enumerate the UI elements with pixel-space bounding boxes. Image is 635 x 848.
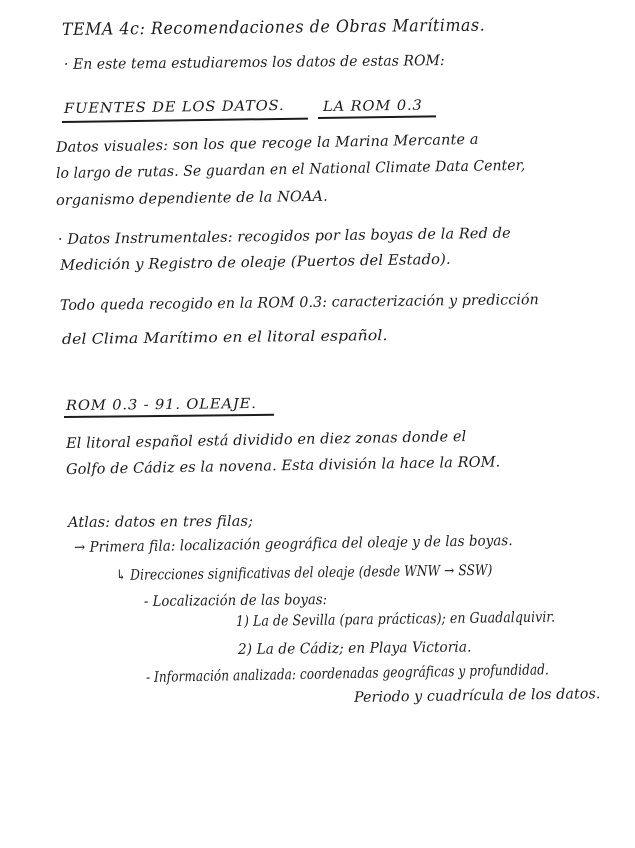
datos-instrumentales-line-1: · Datos Instrumentales: recogidos por las boyas de la Red de — [57, 225, 511, 248]
litoral-line-1: El litoral español está dividido en diez zonas donde el — [65, 429, 467, 452]
datos-instrumentales-line-2: Medición y Registro de oleaje (Puertos del Estado). — [59, 251, 451, 274]
boya-sevilla-line: 1) La de Sevilla (para prácticas); en Guadalquivir. — [235, 609, 556, 630]
section-heading-oleaje: ROM 0.3 - 91. OLEAJE. — [65, 396, 257, 414]
intro-line: · En este tema estudiaremos los datos de estas ROM: — [63, 53, 445, 73]
litoral-line-2: Golfo de Cádiz es la novena. Esta división la hace la ROM. — [65, 454, 501, 478]
direcciones-line: ↳ Direcciones significativas del oleaje (desde WNW → SSW) — [115, 562, 493, 584]
section-heading-rom03: LA ROM 0.3 — [322, 97, 423, 115]
underline-rom03 — [318, 115, 436, 118]
underline-fuentes — [62, 118, 308, 123]
primera-fila-line: → Primera fila: localización geográfica del oleaje y de las boyas. — [73, 533, 513, 556]
boya-cadiz-line: 2) La de Cádiz; en Playa Victoria. — [237, 639, 472, 658]
informacion-line-1: - Información analizada: coordenadas geográficas y profundidad. — [145, 662, 550, 686]
rom-summary-line-2: del Clima Marítimo en el litoral español. — [61, 328, 388, 348]
underline-oleaje — [64, 414, 274, 418]
atlas-line: Atlas: datos en tres filas; — [67, 513, 254, 531]
informacion-line-2: Periodo y cuadrícula de los datos. — [353, 686, 601, 706]
datos-visuales-line-1: Datos visuales: son los que recoge la Marina Mercante a — [55, 131, 479, 156]
page-title: TEMA 4c: Recomendaciones de Obras Marítimas. — [61, 15, 486, 40]
datos-visuales-line-2: lo largo de rutas. Se guardan en el National Climate Data Center, — [55, 157, 526, 182]
localizacion-boyas-line: - Localización de las boyas: — [143, 592, 328, 610]
rom-summary-line-1: Todo queda recogido en la ROM 0.3: caracterización y predicción — [59, 292, 539, 314]
section-heading-fuentes: FUENTES DE LOS DATOS. — [63, 97, 285, 117]
datos-visuales-line-3: organismo dependiente de la NOAA. — [55, 188, 328, 209]
